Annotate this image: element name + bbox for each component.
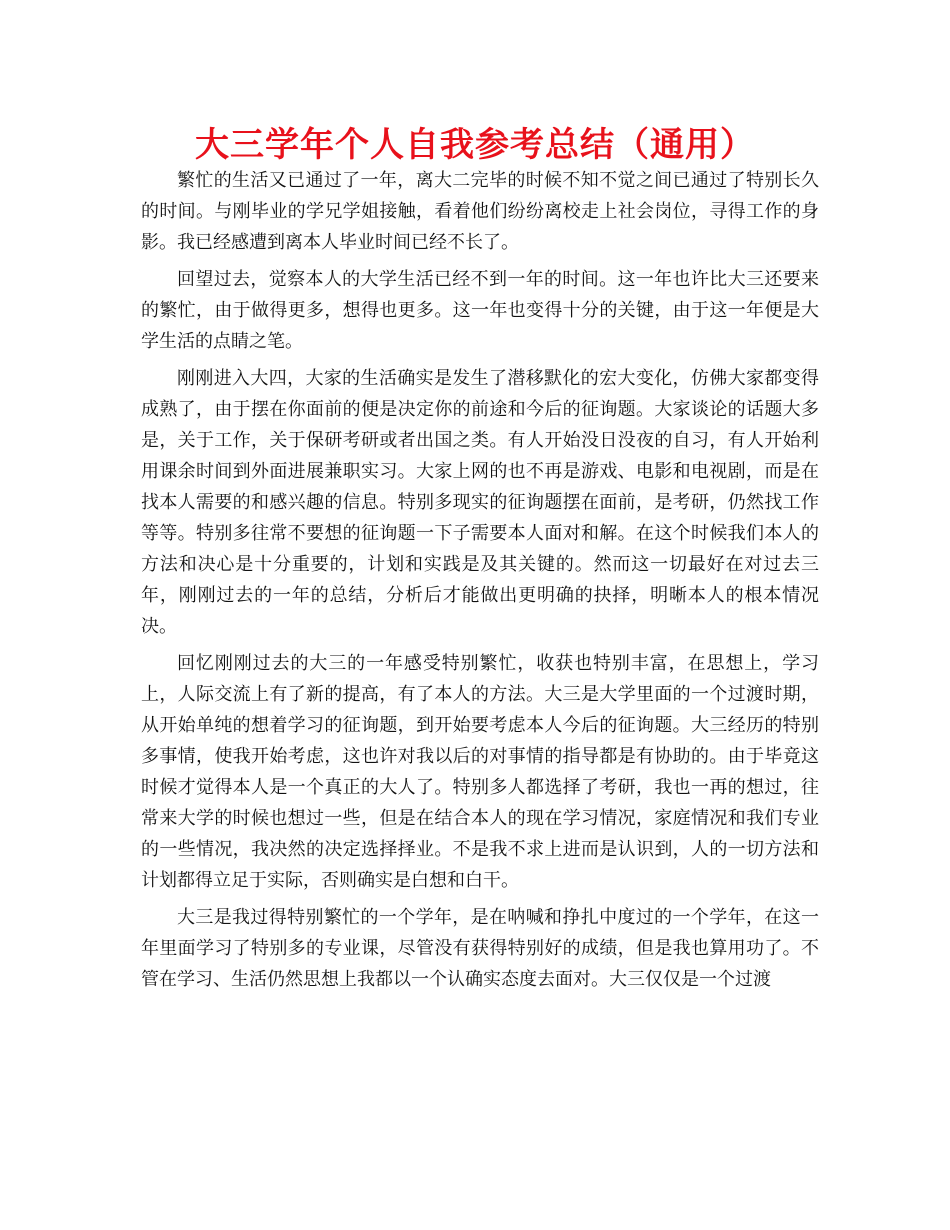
paragraph-5: 大三是我过得特别繁忙的一个学年，是在呐喊和挣扎中度过的一个学年，在这一年里面学习了特别多的专业课，尽管没有获得特别好的成绩，但是我也算用功了。不管在学习、生活仍然思想上我都以一个认确实态度去面对。大三仅仅是一个过渡 bbox=[141, 907, 819, 990]
paragraph-4: 回忆刚刚过去的大三的一年感受特别繁忙，收获也特别丰富，在思想上，学习上，人际交流上有了新的提高，有了本人的方法。大三是大学里面的一个过渡时期，从开始单纯的想着学习的征询题，到开始要考虑本人今后的征询题。大三经历的特别多事情，使我开始考虑，这也许对我以后的对事情的指导都是有协助的。由于毕竟这时候才觉得本人是一个真正的大人了。特别多人都选择了考研，我也一再的想过，往常来大学的时候也想过一些，但是在结合本人的现在学习情况，家庭情况和我们专业的一些情况，我决然的决定选择择业。不是我不求上进而是认识到，人的一切方法和计划都得立足于实际，否则确实是白想和白干。 bbox=[141, 653, 819, 891]
document-title: 大三学年个人自我参考总结（通用） bbox=[195, 125, 755, 165]
paragraph-1: 繁忙的生活又已通过了一年，离大二完毕的时候不知不觉之间已通过了特别长久的时间。与刚毕业的学兄学姐接触，看着他们纷纷离校走上社会岗位，寻得工作的身影。我已经感遭到离本人毕业时间已经不长了。 bbox=[141, 170, 819, 253]
paragraph-3: 刚刚进入大四，大家的生活确实是发生了潜移默化的宏大变化，仿佛大家都变得成熟了，由于摆在你面前的便是决定你的前途和今后的征询题。大家谈论的话题大多是，关于工作，关于保研考研或者出国之类。有人开始没日没夜的自习，有人开始利用课余时间到外面进展兼职实习。大家上网的也不再是游戏、电影和电视剧，而是在找本人需要的和感兴趣的信息。特别多现实的征询题摆在面前，是考研，仍然找工作等等。特别多往常不要想的征询题一下子需要本人面对和解。在这个时候我们本人的方法和决心是十分重要的，计划和实践是及其关键的。然而这一切最好在对过去三年，刚刚过去的一年的总结，分析后才能做出更明确的抉择，明晰本人的根本情况决。 bbox=[141, 368, 819, 637]
paragraph-2: 回望过去，觉察本人的大学生活已经不到一年的时间。这一年也许比大三还要来的繁忙，由于做得更多，想得也更多。这一年也变得十分的关键，由于这一年便是大学生活的点睛之笔。 bbox=[141, 269, 819, 352]
document-body bbox=[141, 165, 819, 995]
